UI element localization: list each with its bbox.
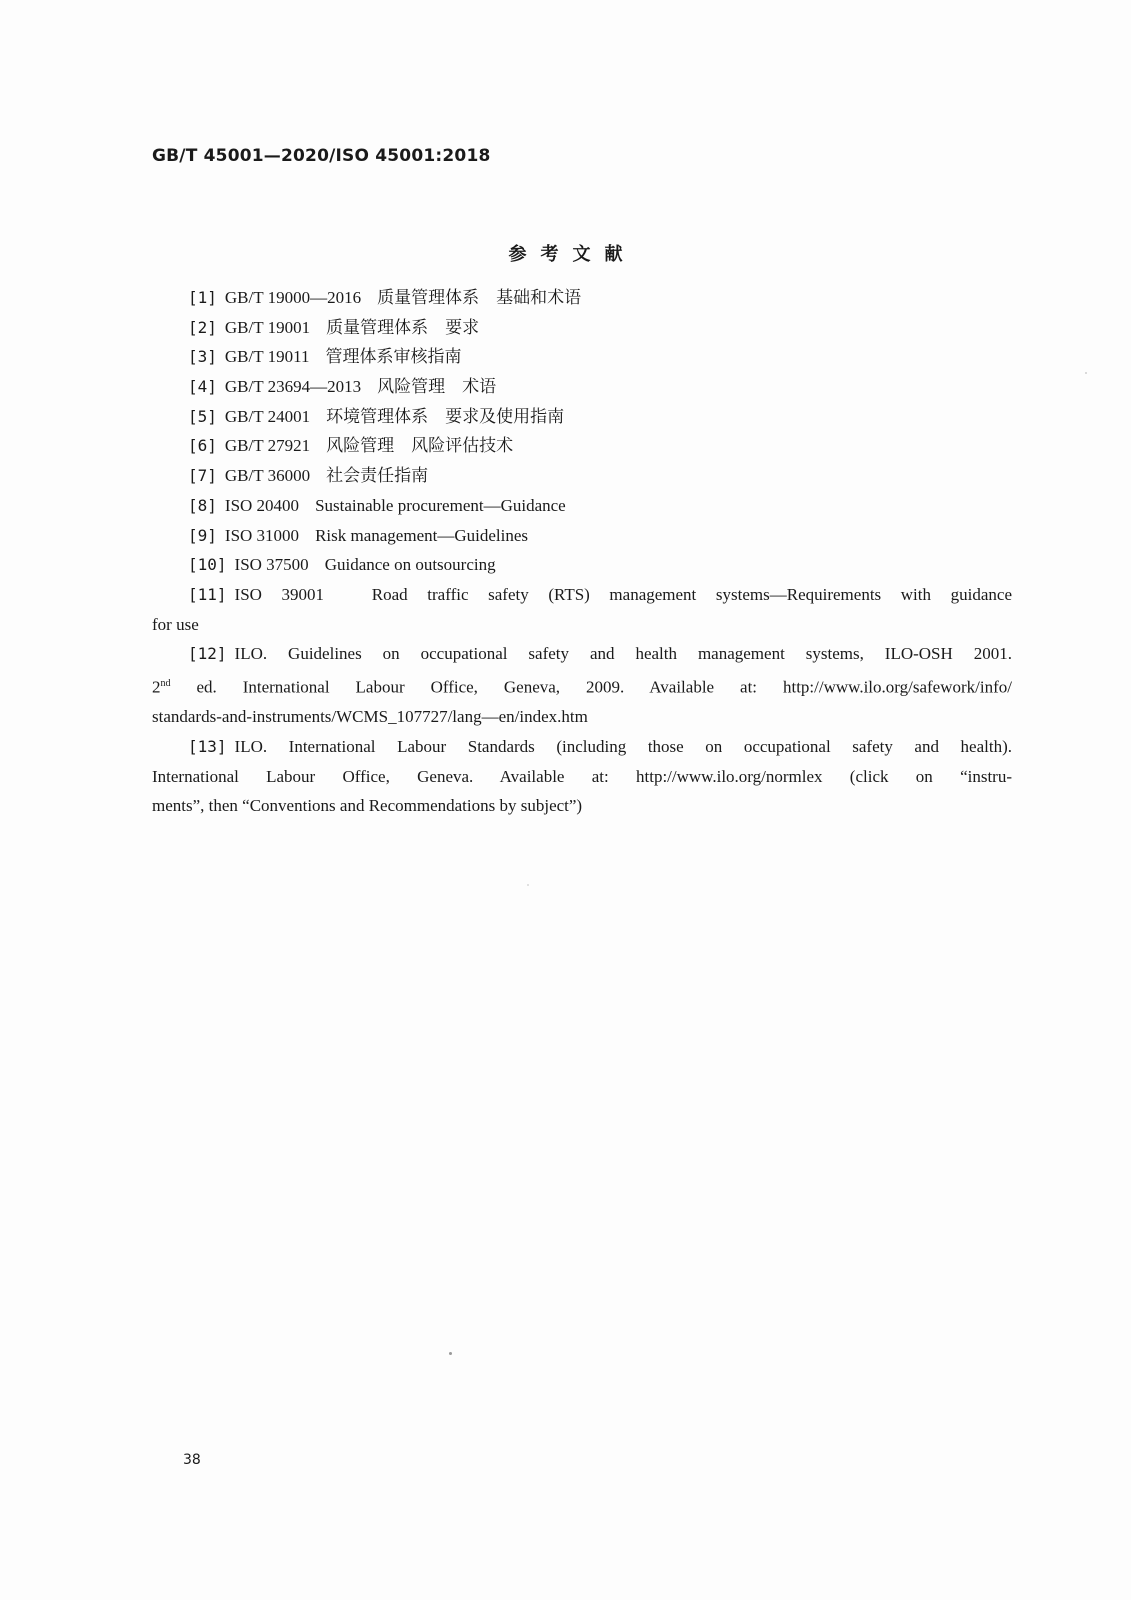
reference-text: for use	[152, 614, 199, 634]
reference-number: [10]	[188, 555, 227, 575]
reference-number: [8]	[188, 495, 217, 515]
reference-number: [1]	[188, 288, 217, 307]
reference-number: [5]	[188, 406, 217, 426]
reference-title: Sustainable procurement—Guidance	[315, 495, 566, 515]
reference-title: 管理体系审核指南	[325, 347, 462, 367]
reference-code: GB/T 19011	[224, 347, 310, 367]
reference-title: 风险管理 风险评估技术	[326, 436, 514, 456]
reference-number: [13]	[188, 737, 227, 757]
reference-item	[152, 550, 1012, 580]
reference-title: Risk management—Guidelines	[315, 525, 528, 545]
reference-number: [3]	[188, 347, 217, 367]
reference-first-line	[152, 732, 1012, 762]
scan-speck	[1085, 372, 1087, 374]
reference-number: [2]	[188, 317, 217, 337]
reference-item	[152, 402, 1012, 432]
reference-number: [4]	[188, 377, 217, 397]
reference-item	[152, 521, 1012, 551]
reference-number: [9]	[188, 525, 217, 545]
reference-text: standards-and-instruments/WCMS_107727/lang—en/index.htm	[152, 707, 588, 727]
reference-code: ISO 20400	[224, 495, 300, 515]
bibliography-title: 参考文献	[508, 244, 637, 265]
reference-title: 质量管理体系 基础和术语	[377, 288, 582, 307]
reference-title: 风险管理 术语	[377, 377, 497, 397]
reference-list	[152, 283, 1012, 821]
reference-code: GB/T 19001	[224, 317, 311, 337]
reference-text: 2	[152, 677, 161, 697]
reference-item	[152, 342, 1012, 372]
reference-text: ed. International Labour Office, Geneva, 2009. Available at: http://www.ilo.org/safework/info/	[170, 677, 1012, 697]
reference-code: GB/T 24001	[224, 406, 311, 426]
reference-title: Guidance on outsourcing	[324, 555, 496, 575]
reference-number: [7]	[188, 466, 217, 486]
reference-number: [12]	[188, 644, 227, 664]
reference-item	[152, 372, 1012, 402]
reference-text: ILO. Guidelines on occupational safety and health management systems, ILO-OSH 2001.	[234, 644, 1012, 664]
reference-text: International Labour Office, Geneva. Available at: http://www.ilo.org/normlex (click on “instru-	[152, 766, 1012, 786]
reference-code: ISO 31000	[224, 525, 300, 545]
reference-item	[152, 461, 1012, 491]
reference-item-long	[152, 639, 1012, 732]
scan-speck	[449, 1352, 452, 1355]
reference-text: ISO 39001 Road traffic safety (RTS) management systems—Requirements with guidance	[234, 584, 1012, 604]
reference-code: GB/T 36000	[224, 466, 311, 486]
reference-item	[152, 491, 1012, 521]
scan-speck	[527, 884, 529, 886]
page-number: 38	[183, 1452, 201, 1468]
reference-code: GB/T 23694—2013	[224, 377, 362, 397]
reference-title: 社会责任指南	[326, 466, 429, 486]
reference-code: ISO 37500	[234, 555, 309, 575]
reference-number: [11]	[188, 584, 227, 604]
reference-item-long	[152, 732, 1012, 821]
reference-code: GB/T 27921	[224, 436, 311, 456]
reference-item-long	[152, 580, 1012, 639]
reference-text: ments”, then “Conventions and Recommendations by subject”)	[152, 796, 583, 816]
reference-line	[152, 669, 1012, 702]
reference-text: ILO. International Labour Standards (including those on occupational safety and health).	[234, 737, 1012, 757]
standard-code-header: GB/T 45001—2020/ISO 45001:2018	[152, 146, 491, 166]
reference-title: 质量管理体系 要求	[326, 317, 480, 337]
reference-item	[152, 313, 1012, 343]
reference-line	[152, 762, 1012, 792]
superscript: nd	[160, 677, 171, 689]
reference-item	[152, 431, 1012, 461]
reference-first-line	[152, 580, 1012, 610]
reference-title: 环境管理体系 要求及使用指南	[326, 406, 565, 426]
reference-item	[152, 283, 1012, 313]
reference-code: GB/T 19000—2016	[224, 288, 362, 307]
reference-first-line	[152, 639, 1012, 669]
reference-number: [6]	[188, 436, 217, 456]
